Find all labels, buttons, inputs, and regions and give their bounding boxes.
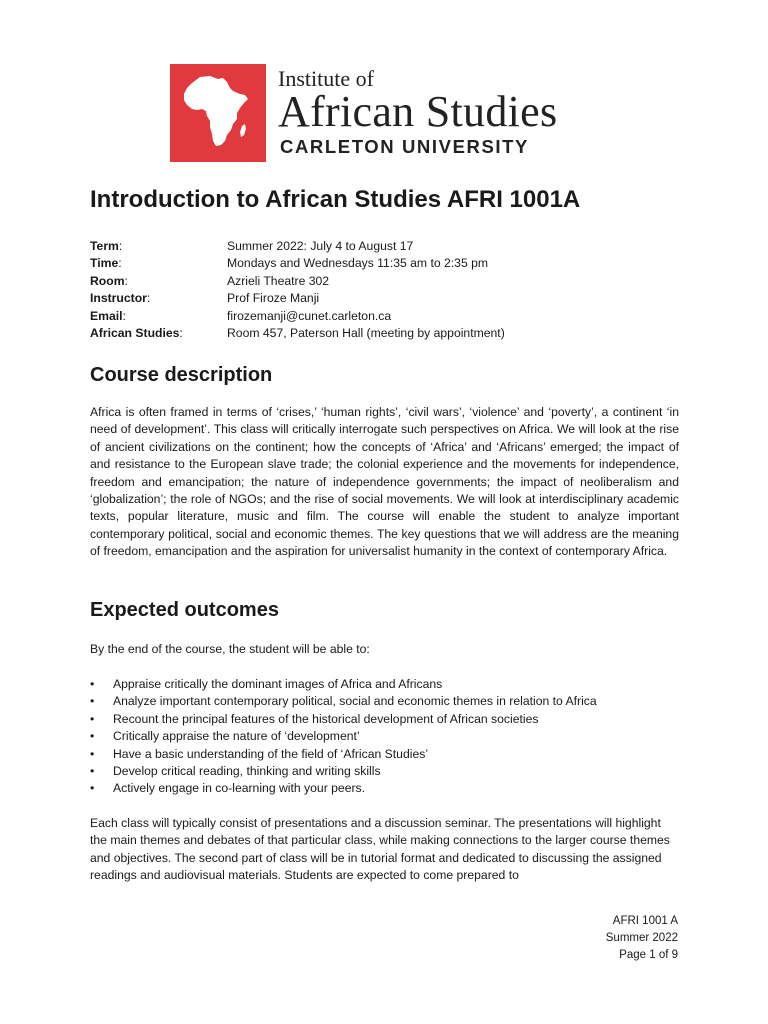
list-item-text: Develop critical reading, thinking and writing skills [113,764,381,779]
list-item-text: Recount the principal features of the historical development of African societies [113,711,539,726]
institute-logo [170,64,618,162]
info-label-term: Term [90,239,119,253]
course-info-table [90,238,505,342]
course-description-text: Africa is often framed in terms of ‘crises,’ ‘human rights’, ‘civil wars’, ‘violence’ and ‘poverty’, a continent ‘in need of development’. This class will critically interrogate such perspectives on Africa. We will look at the rise of ancient civilizations on the continent; how the concepts of ‘Africa’ and ‘Africans’ emerged; the impact of and resistance to the European slave trade; the colonial experience and the movements for independence, freedom and emancipation; the nature of independence governments; the impact of neoliberalism and ‘globalization’; the role of NGOs; and the rise of social movements. We will look at interdisciplinary academic texts, popular literature, music and film. The course will enable the student to analyze important contemporary political, social and economic themes. The key questions that we will address are the meaning of freedom, emancipation and the aspiration for universalist humanity in the context of contemporary Africa. [90,405,679,559]
bullet-icon: • [90,694,95,709]
bullet-icon: • [90,746,95,761]
logo-line-university: CARLETON UNIVERSITY [280,136,529,157]
course-info-row: African Studies: Room 457, Paterson Hall (meeting by appointment) [90,325,505,342]
bullet-icon: • [90,729,95,744]
logo-line-institute: Institute of [278,66,374,91]
list-item [90,693,597,710]
info-label-african-studies: African Studies [90,326,180,341]
course-info-row: Term: Summer 2022: July 4 to August 17 [90,238,505,255]
info-value-instructor: Prof Firoze Manji [227,291,320,306]
section-heading-expected-outcomes: Expected outcomes [90,599,279,621]
footer-page-number: Page 1 of 9 [619,949,678,961]
info-label-instructor: Instructor [90,291,147,306]
footer-term: Summer 2022 [605,932,678,944]
course-info-row: Instructor: Prof Firoze Manji [90,290,505,307]
bullet-icon: • [90,764,95,779]
info-value-term: Summer 2022: July 4 to August 17 [227,239,414,253]
list-item [90,676,597,693]
list-item-text: Appraise critically the dominant images of Africa and Africans [113,677,443,691]
outcomes-intro-text: By the end of the course, the student will be able to: [90,642,370,656]
list-item [90,763,597,780]
footer-course-code: AFRI 1001 A [612,915,678,927]
list-item-text: Critically appraise the nature of ‘development’ [113,729,360,744]
info-label-room: Room [90,273,125,288]
info-value-room: Azrieli Theatre 302 [227,273,330,288]
list-item [90,746,597,763]
bullet-icon: • [90,781,95,796]
info-label-time: Time [90,256,119,271]
info-value-email: firozemanji@cunet.carleton.ca [227,308,392,323]
bullet-icon: • [90,711,95,726]
list-item-text: Analyze important contemporary political, social and economic themes in relation to Africa [113,694,597,709]
list-item [90,780,597,797]
course-info-row: Time: Mondays and Wednesdays 11:35 am to 2:35 pm [90,255,505,272]
logo-line-african-studies: African Studies [278,87,558,136]
page-footer [606,913,678,964]
course-info-row: Room: Azrieli Theatre 302 [90,273,505,290]
list-item-text: Have a basic understanding of the field of ‘African Studies’ [113,746,429,761]
outcomes-list [90,676,597,798]
course-info-row: Email: firozemanji@cunet.carleton.ca [90,308,505,325]
class-format-text: Each class will typically consist of presentations and a discussion seminar. The presentations will highlight the main themes and debates of that particular class, while making connections to the larger course themes and objectives. The second part of class will be in tutorial format and dedicated to discussing the assigned readings and audiovisual materials. Students are expected to come prepared to [90,816,670,883]
info-value-time: Mondays and Wednesdays 11:35 am to 2:35 pm [227,256,489,271]
list-item [90,728,597,745]
info-label-email: Email [90,308,123,323]
africa-map-icon [170,64,266,162]
list-item-text: Actively engage in co-learning with your peers. [113,781,366,796]
section-heading-course-description: Course description [90,364,273,386]
info-value-african-studies: Room 457, Paterson Hall (meeting by appointment) [227,326,505,341]
list-item [90,711,597,728]
document-title: Introduction to African Studies AFRI 1001A [90,186,581,213]
bullet-icon: • [90,677,95,691]
